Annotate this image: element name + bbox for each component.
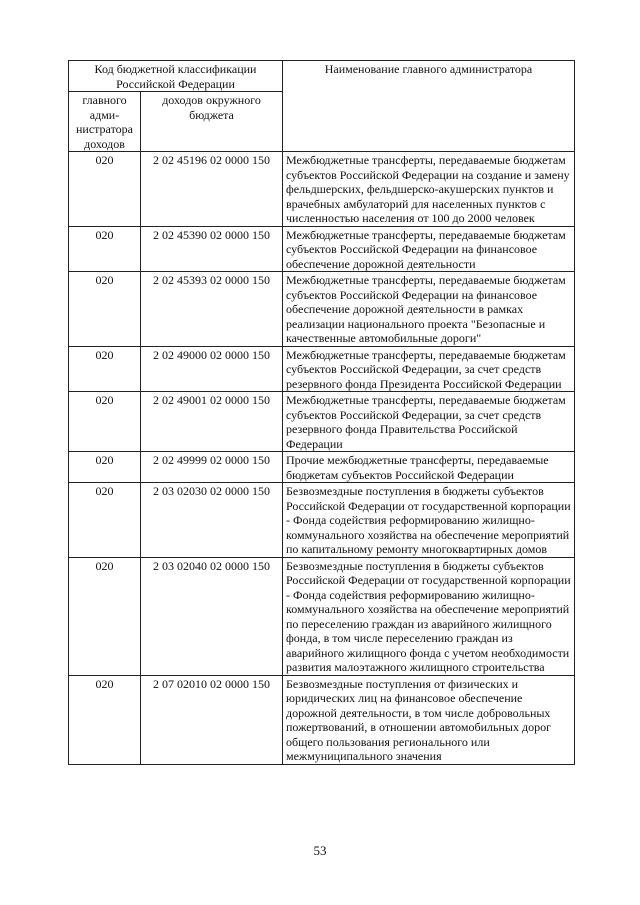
admin-code-cell: 020: [69, 152, 141, 227]
income-code-cell: 2 02 49001 02 0000 150: [141, 392, 283, 452]
table-row: [69, 272, 575, 347]
administrator-name-cell: Межбюджетные трансферты, передаваемые бюджетам субъектов Российской Федерации, за счет средств резервного фонда Президента Российской Федерации: [283, 346, 575, 392]
table-row: [69, 675, 575, 764]
administrator-name-cell: Межбюджетные трансферты, передаваемые бюджетам субъектов Российской Федерации, за счет средств резервного фонда Правительства Российской Федерации: [283, 392, 575, 452]
administrator-name-cell: Межбюджетные трансферты, передаваемые бюджетам субъектов Российской Федерации на создание и замену фельдшерских, фельдшерско-акушерских пунктов и врачебных амбулаторий для населенных пунктов с численностью населения от 100 до 2000 человек: [283, 152, 575, 227]
income-code-cell: 2 02 49999 02 0000 150: [141, 452, 283, 483]
admin-code-cell: 020: [69, 675, 141, 764]
admin-code-cell: 020: [69, 557, 141, 675]
table-row: [69, 557, 575, 675]
admin-code-cell: 020: [69, 272, 141, 347]
table-row: [69, 152, 575, 227]
header-admin-code: главного адми-нистратора доходов: [69, 92, 141, 152]
administrator-name-cell: Безвозмездные поступления в бюджеты субъектов Российской Федерации от государственной корпорации - Фонда содействия реформированию жилищно-коммунального хозяйства на обеспечение мероприятий по переселению граждан из аварийного жилищного фонда, в том числе переселению граждан из аварийного жилищного фонда с учетом необходимости развития малоэтажного жилищного строительства: [283, 557, 575, 675]
administrator-name-cell: Межбюджетные трансферты, передаваемые бюджетам субъектов Российской Федерации на финансовое обеспечение дорожной деятельности: [283, 226, 575, 272]
admin-code-cell: 020: [69, 392, 141, 452]
table-row: [69, 346, 575, 392]
header-group-title: Код бюджетной классификации Российской Федерации: [69, 61, 283, 92]
admin-code-cell: 020: [69, 346, 141, 392]
income-code-cell: 2 03 02040 02 0000 150: [141, 557, 283, 675]
table-row: [69, 483, 575, 558]
admin-code-cell: 020: [69, 452, 141, 483]
header-row-group: [69, 61, 575, 92]
income-code-cell: 2 02 49000 02 0000 150: [141, 346, 283, 392]
admin-code-cell: 020: [69, 483, 141, 558]
table-row: [69, 226, 575, 272]
administrator-name-cell: Межбюджетные трансферты, передаваемые бюджетам субъектов Российской Федерации на финансовое обеспечение дорожной деятельности в рамках реализации национального проекта "Безопасные и качественные автомобильные дороги": [283, 272, 575, 347]
page-number: 53: [313, 843, 327, 858]
admin-code-cell: 020: [69, 226, 141, 272]
income-code-cell: 2 02 45196 02 0000 150: [141, 152, 283, 227]
budget-classification-table: [68, 60, 575, 765]
table-row: [69, 452, 575, 483]
income-code-cell: 2 02 45390 02 0000 150: [141, 226, 283, 272]
header-income-code: доходов окружного бюджета: [141, 92, 283, 152]
table-row: [69, 392, 575, 452]
income-code-cell: 2 02 45393 02 0000 150: [141, 272, 283, 347]
header-admin-name: Наименование главного администратора: [283, 61, 575, 152]
administrator-name-cell: Безвозмездные поступления от физических и юридических лиц на финансовое обеспечение дорожной деятельности, в том числе добровольных пожертвований, в отношении автомобильных дорог общего пользования регионального или межмуниципального значения: [283, 675, 575, 764]
income-code-cell: 2 07 02010 02 0000 150: [141, 675, 283, 764]
administrator-name-cell: Безвозмездные поступления в бюджеты субъектов Российской Федерации от государственной корпорации - Фонда содействия реформированию жилищно-коммунального хозяйства на обеспечение мероприятий по капитальному ремонту многоквартирных домов: [283, 483, 575, 558]
table-body: [69, 152, 575, 765]
income-code-cell: 2 03 02030 02 0000 150: [141, 483, 283, 558]
administrator-name-cell: Прочие межбюджетные трансферты, передаваемые бюджетам субъектов Российской Федерации: [283, 452, 575, 483]
